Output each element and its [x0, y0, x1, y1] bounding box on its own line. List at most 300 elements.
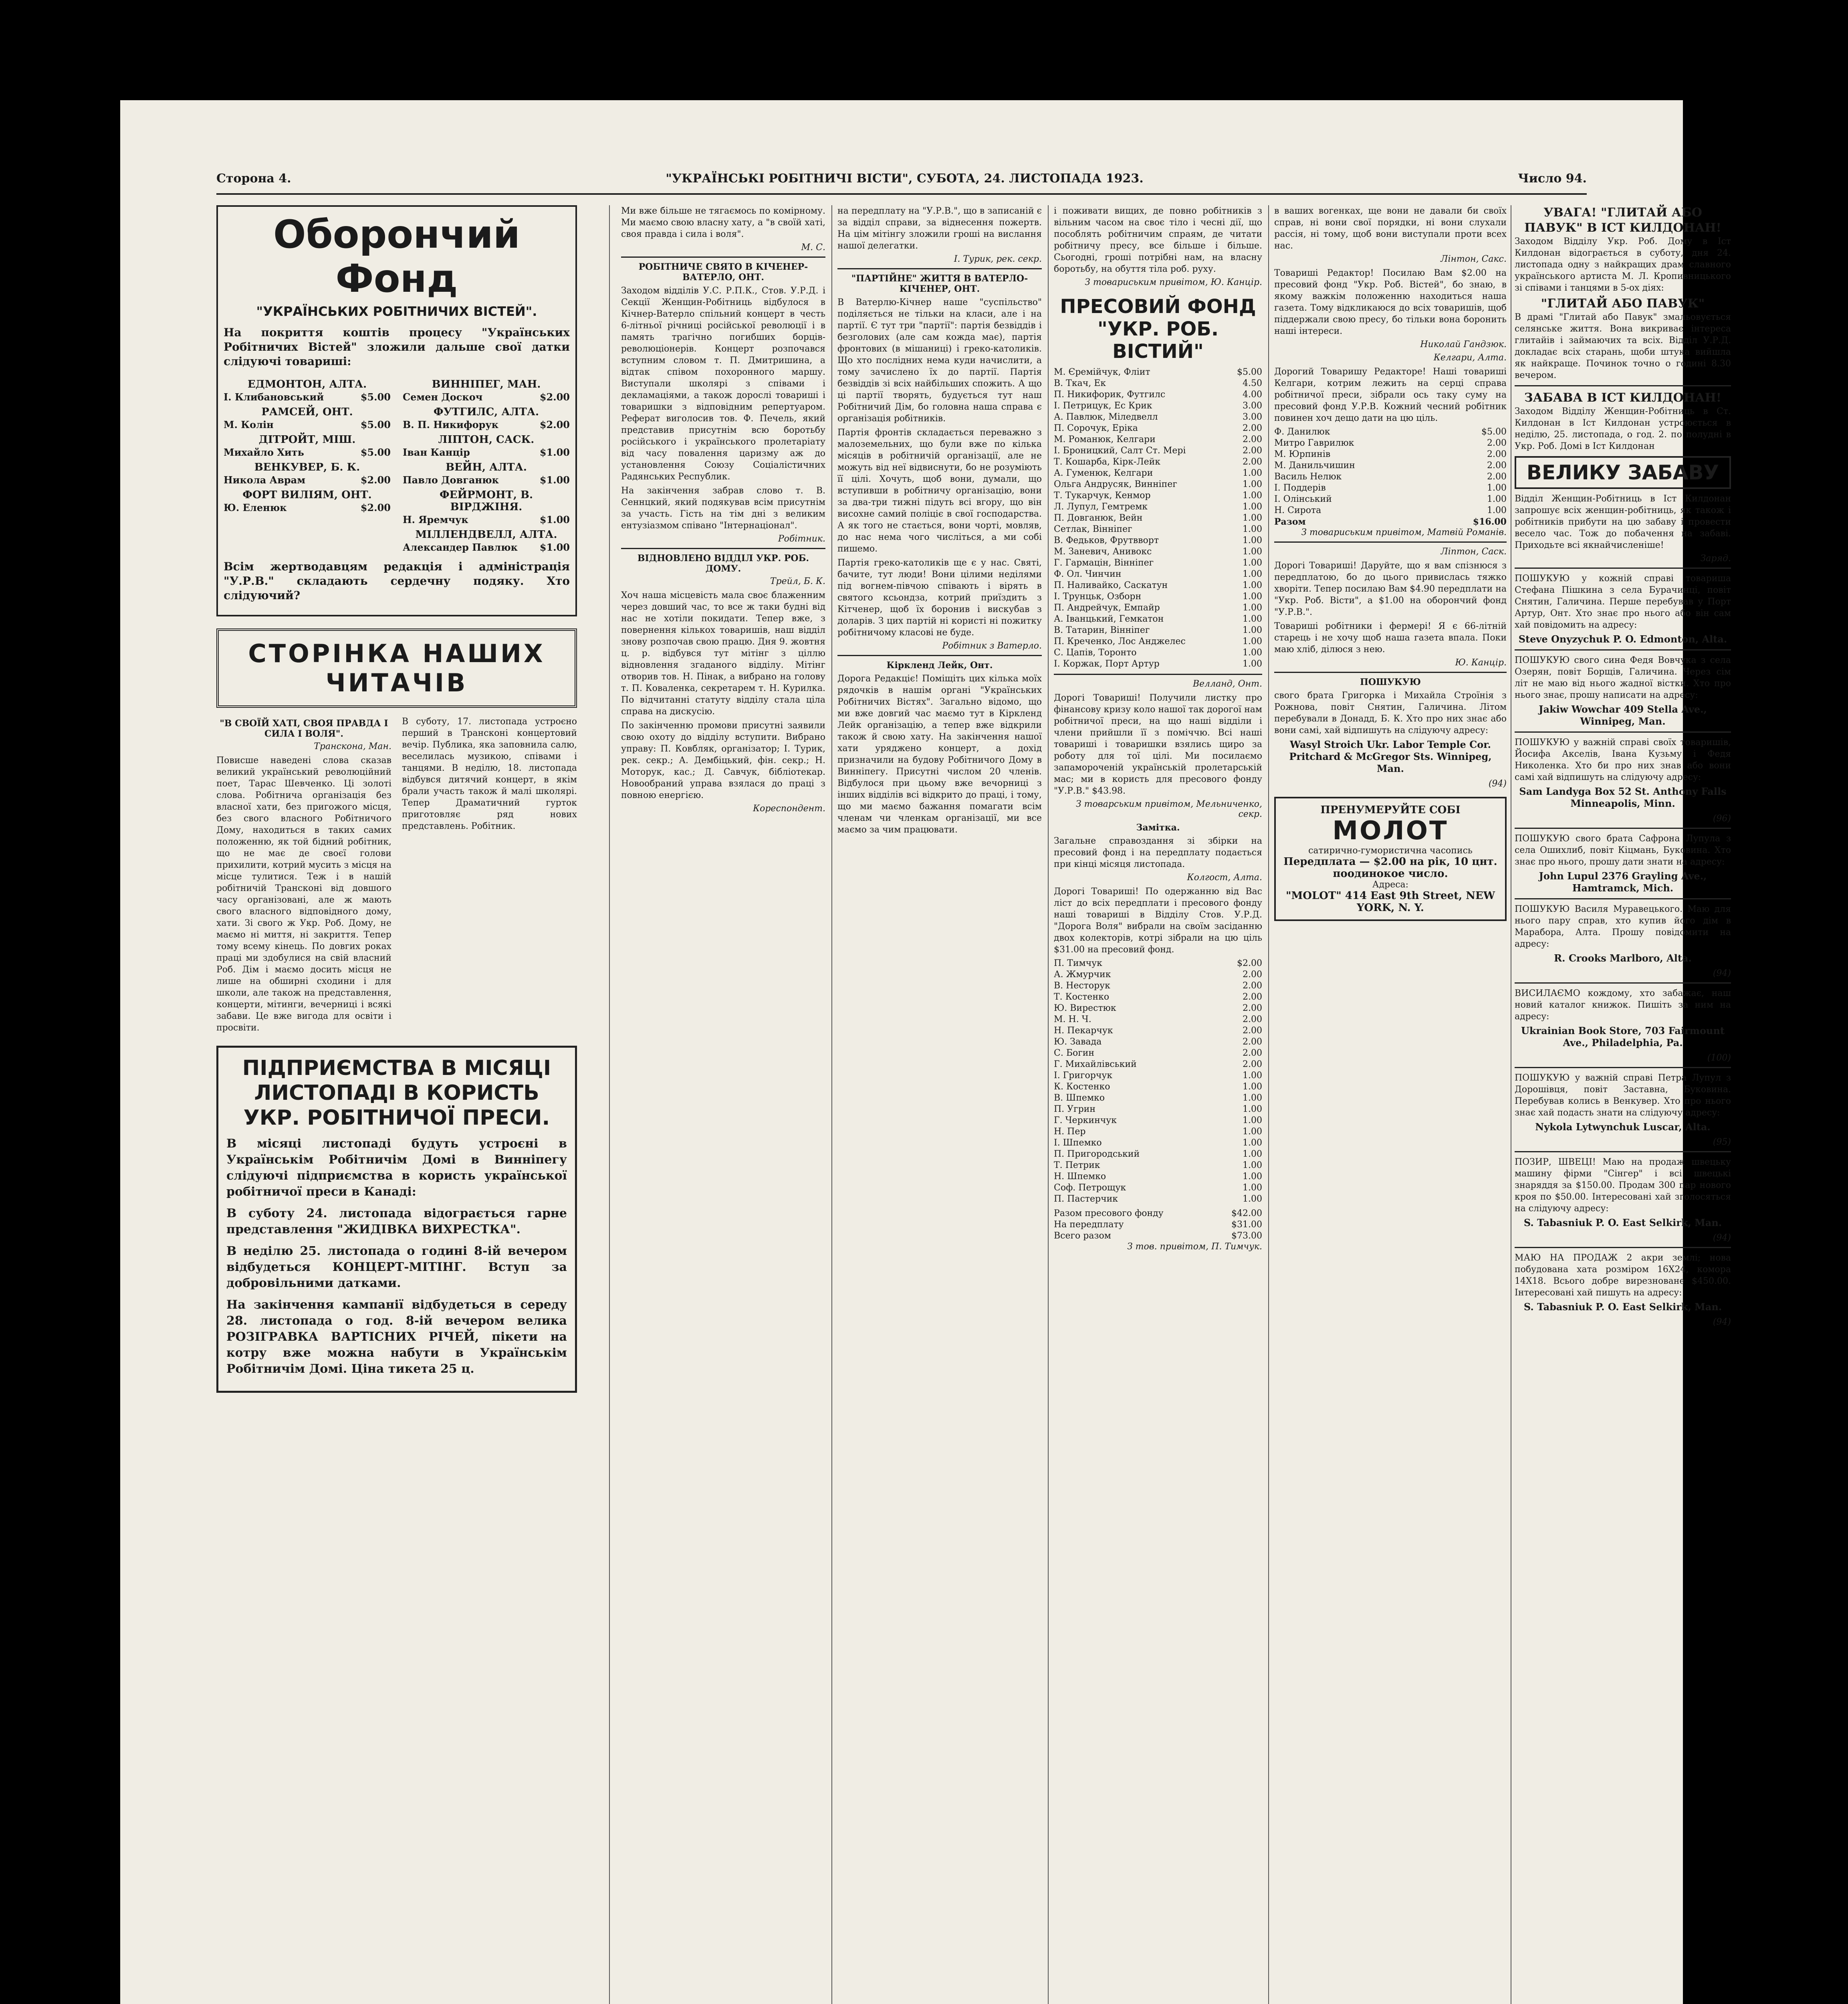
article-body: Повисше наведені слова сказав великий український революційний поет, Тарас Шевченко. Ці золоті слова. Робітнича організація без власної хати, без пригожого місця, без свого власного Робітничого Дому, находиться в таких самих положенню, як той бідний робітник, що не має де своєї голови прихилити, котрий мусить з місця на місце тулитися. Теж і в нашій робітничій Трансконі від довшого часу організовані, але ж мають свого власного відповідного дому, хати. Зі свого ж Укр. Роб. Дому, не маємо ні миття, ні закриття. Тепер тому всему кінець. По довгих роках праці ми здобулися на свій власний Роб. Дім і маємо досить місця не лише на обширні сходини і для школи, але також на представлення, концерти, мітинги, вечерниці і всякі забави. Це вже вигода для освіти і просвіти.	[216, 756, 391, 1033]
donor-row	[1054, 468, 1262, 479]
donor-name: І. Олінський	[1274, 494, 1332, 504]
donor-name: А. Гуменюк, Келгари	[1054, 468, 1153, 478]
donor-amount: 2.00	[1243, 1003, 1262, 1013]
classified-number: (94)	[1713, 1233, 1731, 1243]
article-text: Товариші робітники і фермері! Я є 66-літній старець і не хочу щоб наша газета впала. Поки маю хліб, ділюся з нею.	[1274, 621, 1507, 655]
city-heading: ВЕНКУВЕР, Б. К.	[254, 461, 360, 473]
donor-amount: 2.00	[1243, 1026, 1262, 1036]
donor-name: Ф. Данилюк	[1274, 427, 1330, 437]
donor-row	[1054, 445, 1262, 457]
lead-signature: З товариським привітом, Ю. Канцір.	[1085, 277, 1262, 287]
article-place: Лінтон, Сакс.	[1440, 254, 1507, 264]
donor-row	[1054, 1171, 1262, 1182]
donor-amount: 1.00	[1243, 535, 1262, 545]
article-body-continued: В суботу, 17. листопада устроєно перший в Трансконі концертовий вечір. Публика, яка заповнила салю, веселилась музикою, співами і танцями. В неділю, 18. листопада відбувся дитячий концерт, в якім брали участь також й малі школярі. Тепер Драматичний гурток приготовляє ряд нових представлень. Робітник.	[402, 717, 577, 831]
donor-amount: 1.00	[1243, 1149, 1262, 1159]
classified-text: МАЮ НА ПРОДАЖ 2 акри землі; нова побудована хата розміром 16X24, комора 14X18. Всього добре вирезноване $450.00. Інтересовані хай пишуть на адресу:	[1515, 1253, 1731, 1298]
dance-title: ВЕЛИКУ ЗАБАВУ	[1515, 456, 1731, 489]
donor-amount: 2.00	[1243, 1037, 1262, 1047]
donor-list-left	[224, 375, 391, 553]
donor-amount: $31.00	[1231, 1220, 1262, 1230]
classified-address: R. Crooks Marlboro, Alta.	[1554, 952, 1692, 964]
notice-text: Загальне справоздання зі збірки на пресовий фонд і на передплату подається при кінці місяця листопада.	[1054, 836, 1262, 869]
press-fund-list	[1054, 367, 1262, 670]
donor-name: Г. Гармацін, Вінніпег	[1054, 558, 1154, 568]
donor-name: Ф. Ол. Чинчин	[1054, 569, 1122, 579]
donor-amount: 1.00	[1243, 513, 1262, 523]
donor-row	[1054, 1093, 1262, 1104]
donor-name: П. Довганюк, Вейн	[1054, 513, 1143, 523]
column-divider	[1268, 205, 1269, 2004]
donor-row	[1054, 1048, 1262, 1059]
donor-name: Ольга Андрусяк, Винніпег	[1054, 479, 1177, 489]
lead-text: Ми вже більше не тягаємось по комірному. Ми маємо свою власну хату, а "в своїй хаті, своя правда і сила і воля".	[621, 206, 825, 239]
lead-text: на передплату на "У.Р.В.", що в записаній є за відділ справи, за віднесення пожертв. На цім мітінгу зложили гроші на вислання нашої делегатки.	[837, 206, 1042, 251]
donor-list-right	[403, 375, 570, 553]
donor-row	[1054, 1208, 1262, 1219]
donor-name: Всего разом	[1054, 1231, 1111, 1241]
readers-page-banner: СТОРІНКА НАШИХ ЧИТАЧІВ	[216, 628, 577, 708]
press-events-saturday: В суботу 24. листопада відограється гарне представлення "ЖИДІВКА ВИХРЕСТКА".	[226, 1206, 567, 1236]
classified-address: Ukrainian Book Store, 703 Fairmount Ave., Philadelphia, Pa.	[1521, 1025, 1725, 1048]
classified-address: Wasyl Stroich Ukr. Labor Temple Cor. Pritchard & McGregor Sts. Winnipeg, Man.	[1289, 739, 1492, 774]
donor-row	[1054, 389, 1262, 400]
column-4	[1054, 205, 1262, 1255]
article-text: Заходом відділів У.С. Р.П.К., Стов. У.Р.Д. і Секції Женщин-Робітниць відбулося в Кічнер-Ватерло спільний концерт в честь 6-літньої річниці російської революції і в память трагічно погибших борців-революціонерів. Концерт розпочався вступним словом т. П. Дмитришина, а відтак співом похоронного маршу. Виступали школярі з співами і декламаціями, а також дорослі товариші і товаришки з відповідним репертуаром. Реферат виголосив тов. Ф. Печель, який представив присутнім всю боротьбу російського і українського пролетаріату від часу повалення царизму аж до установлення Союзу Соціалістичних Радянських Республик.	[621, 286, 825, 482]
donor-name: В. Несторук	[1054, 981, 1110, 991]
classified-number: (95)	[1713, 1137, 1731, 1147]
article-text: Дорога Редакціє! Поміщіть цих кілька моїх рядочків в нашім органі "Українських Робітничих Вістях". Загально відомо, що ми вже довгий час маємо тут в Кіркленд Лейк організацію, а тепер вже відкрили також й свою хату. На закінчення нашої хати уряджено концерт, а дохід призначили на будову Робітничого Дому в Винніпегу. Присутні числом 20 членів. Відбулося при цьому вже вечорниці з інших відділів всі відкрито до праці, і тому, що ми маємо бажання помагати всім членам чи членкам організації, ми все маємо за чим працювати.	[837, 674, 1042, 835]
defense-fund-title: Оборончий Фонд	[273, 212, 521, 301]
classified-address: Sam Landyga Box 52 St. Anthony Falls Minneapolis, Minn.	[1519, 786, 1727, 809]
donor-amount: 2.00	[1243, 457, 1262, 467]
donor-amount: 1.00	[1243, 580, 1262, 590]
donor-row	[1274, 426, 1507, 438]
classified-address: Jakiw Wowchar 409 Stella Ave., Winnipeg, Man.	[1539, 703, 1707, 727]
article-signature: З товарським привітом, Мельниченко, секр.	[1075, 799, 1262, 819]
donor-row: Іван Канцір $1.00	[403, 446, 570, 458]
donor-row	[1054, 602, 1262, 614]
city-heading: МІЛЛЕНДВЕЛЛ, АЛТА.	[415, 529, 557, 541]
article-title: "В СВОЇЙ ХАТІ, СВОЯ ПРАВДА І СИЛА І ВОЛЯ".	[220, 718, 388, 739]
lead-text: і поживати вищих, де повно робітників з вільним часом на своє тіло і чесні дії, що пособлять робітничим спраям, де читати робітничу пресу, все більше і більше. Сьогодні, гроші потрібні нам, на власну боротьбу, на обуття тіла роб. руху.	[1054, 206, 1262, 274]
article-place: Транскона, Ман.	[314, 741, 391, 752]
article-signature: Кореспондент.	[753, 804, 825, 814]
donor-row	[1054, 636, 1262, 647]
donor-name: На передплату	[1054, 1220, 1124, 1230]
donor-amount: $5.00	[1481, 427, 1507, 437]
donor-name: П. Пастерчик	[1054, 1194, 1118, 1204]
press-events-intro: В місяці листопаді будуть устроєні в Українськім Робітничім Домі в Винніпегу слідуючі підприємства в користь української робітничої преси в Канаді:	[226, 1137, 567, 1199]
donor-amount: 2.00	[1243, 981, 1262, 991]
classified-number: (94)	[1713, 1317, 1731, 1327]
press-events-title: ПІДПРИЄМСТВА В МІСЯЦІ ЛИСТОПАДІ В КОРИСТЬ УКР. РОБІТНИЧОЇ ПРЕСИ.	[242, 1056, 551, 1130]
donor-row	[1054, 378, 1262, 389]
donor-name: Василь Нелюк	[1274, 472, 1342, 482]
donor-row	[1054, 1059, 1262, 1070]
donor-amount: 2.00	[1243, 1014, 1262, 1024]
donor-row	[1054, 501, 1262, 513]
donor-row	[1054, 969, 1262, 980]
article-heading: Кіркленд Лейк, Онт.	[886, 660, 993, 671]
issue-number: Число 94.	[1518, 171, 1587, 186]
donor-name: Соф. Петрощук	[1054, 1183, 1126, 1193]
column-6	[1515, 205, 1731, 1330]
article-place: Велланд, Онт.	[1192, 679, 1262, 689]
donor-row	[1054, 1003, 1262, 1014]
donor-row	[1054, 625, 1262, 636]
donor-name: І. Поддерів	[1274, 483, 1326, 493]
article-signature: Николай Гандзюк.	[1420, 339, 1507, 349]
column-divider	[831, 205, 832, 2004]
classified-number: (100)	[1707, 1053, 1731, 1063]
announcement-text: Заходом Відділу Укр. Роб. Дому в Іст Килдонан відограється в суботу, дня 24. листопада одну з найкращих драм славного українського артиста М. Л. Кропивницького зі співами і танцями в 5-ох діях:	[1515, 236, 1731, 293]
article-signature: З тов. привітом, П. Тимчук.	[1127, 1242, 1262, 1252]
donor-amount: 1.00	[1243, 648, 1262, 658]
column-2	[621, 205, 825, 817]
donor-name: П. Угрин	[1054, 1104, 1096, 1114]
donor-amount: 1.00	[1243, 1172, 1262, 1182]
newspaper-page	[120, 100, 1731, 2004]
donor-name: Г. Черкинчук	[1054, 1115, 1117, 1125]
donor-name: Сетлак, Вінніпег	[1054, 524, 1132, 534]
article-text: Партія греко-католиків ще є у нас. Святі, бачите, тут люди! Вони цілими неділями під вогнем-півчою співають і вірять в святого ксьондза, котрий приїздить з Кітченер, щоб їх боронив і вискубав з доларів. З цих партій ні користі ні пожитку робітничому класові не буде.	[837, 558, 1042, 638]
donor-amount: 2.00	[1487, 438, 1507, 448]
article-place: Келгари, Алта.	[1433, 353, 1507, 363]
classified-address: S. Tabasniuk P. O. East Selkirk, Man.	[1523, 1217, 1722, 1228]
donor-amount: 2.00	[1243, 1059, 1262, 1069]
article-signature: Робітник.	[778, 534, 825, 544]
donor-row	[1054, 513, 1262, 524]
defense-fund-intro: На покриття коштів процесу "Українських Робітничих Вістей" зложили дальше свої датки слідуючі товариші:	[224, 326, 570, 368]
donor-row: Александер Павлюк $1.00	[403, 541, 570, 553]
classified-number: (96)	[1713, 814, 1731, 824]
city-heading: ВЕЙН, АЛТА.	[446, 461, 527, 473]
donor-name: І. Шпемко	[1054, 1138, 1102, 1148]
donor-row: І. Клибановський $5.00	[224, 391, 391, 403]
donor-row	[1054, 434, 1262, 445]
donor-name: Л. Лупул, Гемтремк	[1054, 502, 1148, 512]
donor-row	[1054, 992, 1262, 1003]
donor-amount: 2.00	[1487, 461, 1507, 471]
masthead-title: "УКРАЇНСЬКІ РОБІТНИЧІ ВІСТИ", СУБОТА, 24. ЛИСТОПАДА 1923.	[666, 171, 1144, 186]
column-divider	[609, 205, 610, 2004]
molot-name: МОЛОТ	[1332, 816, 1449, 846]
donor-name: С. Богин	[1054, 1048, 1095, 1058]
donor-name: Т. Костенко	[1054, 992, 1110, 1002]
donor-name: А. Павлюк, Міледвелл	[1054, 412, 1158, 422]
donor-name: П. Тимчук	[1054, 958, 1102, 968]
donor-row	[1054, 524, 1262, 535]
donor-row	[1054, 1070, 1262, 1081]
press-events-box	[216, 1046, 577, 1393]
classified-text: ВИСИЛАЄМО кождому, хто забажає, наш новий каталог книжок. Пишіть за ним на адресу:	[1515, 988, 1731, 1022]
donor-name: П. Андрейчук, Емпайр	[1054, 603, 1160, 613]
classified-text: ПОШУКУЮ у важній справі своїх товаришів, Йосифа Акселів, Івана Кузьму і Федя Николенка. Хто би про них знав або вони самі хай відпишуть на слідуючу адресу:	[1515, 737, 1731, 782]
donor-amount: 1.00	[1243, 614, 1262, 624]
city-heading: ЕДМОНТОН, АЛТА.	[247, 378, 367, 390]
donor-name: І. Петрицук, Ес Крик	[1054, 401, 1152, 411]
donor-row: Павло Довганюк $1.00	[403, 474, 570, 486]
donor-amount: 2.00	[1487, 472, 1507, 482]
article-text: Дорогі Товариші! Даруйте, що я вам спізнюся з передплатою, бо до цього привислась тяжко хворіти. Тепер посилаю Вам $4.90 передплати на "Укр. Роб. Вісти", а $1.00 на оборончий фонд "У.Р.В.".	[1274, 561, 1507, 617]
announcement-signature: Заряд.	[1700, 554, 1731, 564]
city-heading: ФУТГИЛС, АЛТА.	[433, 406, 539, 418]
donor-amount: 1.00	[1243, 1115, 1262, 1125]
donor-name: К. Костенко	[1054, 1082, 1110, 1092]
donor-name: П. Сорочук, Еріка	[1054, 423, 1138, 433]
donor-row	[1054, 535, 1262, 546]
donor-name: В. Шпемко	[1054, 1093, 1105, 1103]
city-heading: ЛІПТОН, САСК.	[438, 434, 535, 446]
donor-row	[1274, 494, 1507, 505]
donor-name: П. Креченко, Лос Анджелес	[1054, 636, 1186, 646]
donor-amount: 2.00	[1243, 423, 1262, 433]
city-heading: ВИННІПЕГ, МАН.	[432, 378, 541, 390]
donor-row	[1054, 591, 1262, 602]
donor-amount: 2.00	[1243, 1048, 1262, 1058]
donor-amount: 1.00	[1243, 659, 1262, 669]
kolgost-donor-list	[1054, 958, 1262, 1205]
donor-amount: $5.00	[1237, 367, 1262, 377]
donor-name: А. Іванцький, Гемкатон	[1054, 614, 1164, 624]
classified-text: ПОШУКУЮ Василя Муравецького. Маю для нього пару справ, хто купив його дім в Марабора, Алта. Прошу повідомити на адресу:	[1515, 904, 1731, 949]
donor-amount: 1.00	[1243, 524, 1262, 534]
city-heading: РАМСЕЙ, ОНТ.	[261, 406, 353, 418]
article-signature: З товариським привітом, Матвій Романів.	[1301, 527, 1507, 537]
donor-amount: 1.00	[1243, 558, 1262, 568]
article-text: На закінчення забрав слово т. В. Сеннцкий, який подякував всім присутнім за участь. Гість на тім дні з великим ентузіазмом співано "Інтернаціонал".	[621, 486, 825, 531]
column-1	[216, 205, 577, 1393]
donor-amount: 1.00	[1243, 603, 1262, 613]
donor-amount: 1.00	[1243, 468, 1262, 478]
donor-amount: 1.00	[1243, 569, 1262, 579]
donor-amount: 1.00	[1243, 625, 1262, 635]
donor-row	[1054, 980, 1262, 992]
play-title: "ГЛИТАЙ АБО ПАВУК"	[1541, 297, 1705, 311]
donor-row	[1054, 1182, 1262, 1194]
header-rule	[216, 193, 1587, 195]
classified-address: John Lupul 2376 Grayling Ave., Hamtramck, Mich.	[1539, 870, 1707, 894]
donor-row	[1054, 1081, 1262, 1093]
donor-name: Разом пресового фонду	[1054, 1208, 1164, 1218]
donor-row	[1054, 659, 1262, 670]
donor-row	[1054, 1160, 1262, 1171]
molot-desc: сатирично-гумористична часопись	[1308, 846, 1473, 856]
donor-row	[1274, 483, 1507, 494]
donor-row	[1054, 1194, 1262, 1205]
calgary-donor-list	[1274, 426, 1507, 516]
donor-amount: 1.00	[1243, 1127, 1262, 1137]
announcement-text: Заходом Відділу Женщин-Робітниць в Ст. Килдонан в Іст Килдонан устроюється в неділю, 25. листопада, о год. 2. по полудні в Укр. Роб. Домі в Іст Килдонан	[1515, 406, 1731, 451]
molot-lead: ПРЕНУМЕРУЙТЕ СОБІ	[1320, 804, 1461, 816]
readers-article	[216, 716, 577, 1036]
donor-amount: 1.00	[1243, 592, 1262, 602]
donor-amount: 1.00	[1243, 1160, 1262, 1170]
donor-name: І. Трунцьк, Озборн	[1054, 592, 1142, 602]
donor-name: Н. Сирота	[1274, 505, 1321, 515]
donor-row	[1054, 1115, 1262, 1126]
donor-amount: 1.00	[1243, 1194, 1262, 1204]
donor-row	[1054, 569, 1262, 580]
classified-address: Steve Onyzychuk P. O. Edmonton, Alta.	[1518, 633, 1727, 645]
donor-row	[1054, 490, 1262, 501]
donor-name: М. Романюк, Келгари	[1054, 434, 1156, 444]
donor-name: С. Цапів, Торонто	[1054, 648, 1137, 658]
molot-ad	[1274, 797, 1507, 921]
donor-row	[1054, 647, 1262, 659]
donor-row	[1054, 1137, 1262, 1149]
lead-signature: І. Турик, рек. секр.	[954, 254, 1042, 264]
article-text: Партія фронтів складається переважно з малоземельних, що були вже по кілька місяців в робітничій організації, але не можуть від неї відвиснути, бо не розуміють її цілі. Хочуть, щоб вони, думали, що вступивши в робітничу організацію, вони за два-три тижні підуть всі вгору, що він висохне самий поліціє в свої господарства. А як того не стається, вони чорті, мовляв, до нас нема чого числіться, а ми собі пишемо.	[837, 428, 1042, 554]
article-text: Дорогий Товаришу Редакторе! Наші товариші Келгари, котрим лежить на серці справа робітничої преси, зібрали ось таку суму на пресовий фонд У.Р.В. Кожний чесний робітник повинен хоч дещо дати на цю ціль.	[1274, 367, 1507, 423]
donor-row: М. Колін $5.00	[224, 419, 391, 430]
donor-row	[1274, 471, 1507, 483]
article-text: Хоч наша місцевість мала своє блаженним через довший час, то все ж таки будні від нас не хотіли покидати. Тепер вже, з повернення кількох товаришів, наш відділ знову розпочав свою працю. Дня 9. жовтня ц. р. відбувся тут мітінг з ціллю відновлення згаданого відділу. Мітінг отворив тов. Н. Пінак, а вибрано на голову т. П. Коваленка, секретарем т. Н. Курилка. По відчитанні статуту відділу стала ціла справа на дискусію.	[621, 590, 825, 717]
article-signature: Робітник з Ватерло.	[942, 641, 1042, 651]
classified-text: ПОШУКУЮ у важній справі Петра Лупул з Дорошівця, повіт Заставна, Буковина. Перебував колись в Венкувер. Хто про нього знає хай подасть знати на слідуючу адресу:	[1515, 1073, 1731, 1118]
donor-row	[1054, 1230, 1262, 1242]
page-number: Сторона 4.	[216, 171, 291, 186]
donor-name: П. Пригородський	[1054, 1149, 1140, 1159]
donor-amount: $2.00	[1237, 958, 1262, 968]
article-heading: РОБІТНИЧЕ СВЯТО В КІЧЕНЕР-ВАТЕРЛО, ОНТ.	[638, 262, 808, 283]
donor-name: Т. Тукарчук, Кенмор	[1054, 491, 1151, 501]
donor-row	[1054, 423, 1262, 434]
classified-text: ПОШУКУЮ свого сина Федя Вовчука з села Озерян, повіт Борщів, Галичина. Через сім літ не маю від нього жадної вістки. Хто про нього знає, прошу написати на адресу:	[1515, 655, 1731, 700]
press-events-wednesday: На закінчення кампанії відбудеться в середу 28. листопада о год. 8-ій вечером велика РОЗІГРАВКА ВАРТІСНИХ РІЧЕЙ, пікети на котру вже можна набути в Українськім Робітничім Домі. Ціна тикета 25 ц.	[226, 1298, 567, 1376]
donor-row	[1054, 1104, 1262, 1115]
donor-name: І. Григорчук	[1054, 1071, 1113, 1081]
donor-name: Н. Шпемко	[1054, 1172, 1106, 1182]
donor-amount: 1.00	[1243, 1082, 1262, 1092]
classified-address: S. Tabasniuk P. O. East Selkirk, Man.	[1523, 1301, 1722, 1313]
donor-amount: 2.00	[1243, 446, 1262, 456]
donor-row	[1054, 400, 1262, 412]
donor-amount: 2.00	[1243, 970, 1262, 980]
donor-amount: 2.00	[1243, 434, 1262, 444]
donor-row	[1054, 457, 1262, 468]
article-signature: Ю. Канцір.	[1455, 658, 1507, 668]
donor-amount: 1.00	[1243, 1138, 1262, 1148]
defense-fund-thanks: Всім жертводавцям редакція і адміністрація "У.Р.В." складають сердечну подяку. Хто слідуючий?	[224, 560, 570, 602]
donor-row	[1274, 505, 1507, 516]
lead-signature: М. С.	[801, 242, 825, 253]
donor-amount: 1.00	[1487, 494, 1507, 504]
donor-amount: 1.00	[1243, 1183, 1262, 1193]
press-events-sunday: В неділю 25. листопада о годині 8-ій вечером відбудеться КОНЦЕРТ-МІТІНГ. Вступ за добровільними датками.	[226, 1244, 567, 1290]
donor-row	[1054, 479, 1262, 490]
molot-price: Передплата — $2.00 на рік, 10 цнт. поодинокое число.	[1283, 856, 1497, 880]
classified-text: ПОШУКУЮ у кожній справі товариша Стефана Пішкина з села Бурачинці, повіт Снятин, Галичина. Перше перебував у Порт Артур, Онт. Хто знає про нього або він сам хай повідомить на адресу:	[1515, 574, 1731, 630]
donor-name: П. Никифорик, Футгилс	[1054, 390, 1166, 400]
donor-name: М. Заневич, Анивокс	[1054, 547, 1152, 557]
defense-fund-box	[216, 205, 577, 616]
article-text: Дорогі Товариші! Получили листку про фінансову кризу коло нашої так дорогої нам робітничої преси, на що наші відділи і члени прийшли її з поміччю. Всі наші товариші і товаришки взялись щиро за роботу для тої цілі. Ми посилаємо запамороченій українській пролетарській мас; ми в користь для пресового фонду "У.Р.В." $43.98.	[1054, 693, 1262, 796]
donor-amount: 1.00	[1243, 1104, 1262, 1114]
press-fund-title: ПРЕСОВИЙ ФОНД "УКР. РОБ. ВІСТИЙ"	[1060, 295, 1256, 363]
classified-text: свого брата Григорка і Михайла Строїнія з Рожнова, повіт Снятин, Галичина. Літом перебували в Донадд, Б. К. Хто про них знає або вони самі, хай відпишуть на слідуючу адресу:	[1274, 691, 1507, 735]
donor-name: Т. Петрик	[1054, 1160, 1100, 1170]
donor-row	[1054, 558, 1262, 569]
donor-name: А. Жмурчик	[1054, 970, 1111, 980]
totals-list	[1054, 1208, 1262, 1242]
defense-fund-subtitle: "УКРАЇНСЬКИХ РОБІТНИЧИХ ВІСТЕЙ".	[256, 304, 537, 319]
donor-row	[1054, 1036, 1262, 1048]
donor-amount: 1.00	[1243, 636, 1262, 646]
donor-row: Н. Яремчук $1.00	[403, 514, 570, 525]
donor-row: В. П. Никифорук $2.00	[403, 419, 570, 430]
article-heading: "ПАРТІЙНЕ" ЖИТТЯ В ВАТЕРЛО-КІЧЕНЕР, ОНТ.	[851, 273, 1028, 294]
donor-row	[1054, 614, 1262, 625]
city-heading: ФОРТ ВИЛІЯМ, ОНТ.	[242, 489, 372, 501]
donor-row: Ю. Еленюк $2.00	[224, 502, 391, 513]
article-text: Товариші Редактор! Посилаю Вам $2.00 на пресовий фонд "Укр. Роб. Вістей", бо знаю, в якому важкім положенню находиться наша газета. Тому відкликаюся до всіх товаришів, щоб піддержали свою пресу, бо тільки вона боронить наші інтереси.	[1274, 268, 1507, 336]
article-place: Ліптон, Саск.	[1440, 547, 1507, 557]
donor-amount: 1.00	[1243, 1071, 1262, 1081]
donor-name: І. Коржак, Порт Артур	[1054, 659, 1160, 669]
donor-name: М. Єремійчук, Фліит	[1054, 367, 1150, 377]
running-header	[216, 169, 1587, 188]
donor-name: Г. Михайлівський	[1054, 1059, 1137, 1069]
donor-amount: 4.00	[1243, 390, 1262, 400]
donor-name: Ю. Завада	[1054, 1037, 1102, 1047]
article-place: Колгост, Алта.	[1187, 873, 1262, 883]
donor-name: М. Данильчишин	[1274, 461, 1355, 471]
donor-name: В. Федьков, Фрутвворт	[1054, 535, 1159, 545]
donor-row	[1274, 460, 1507, 471]
announcement-text: В драмі "Глитай або Павук" змальовується селянське життя. Вона викриває інтереса глитайів і займаючих та всіх. Відділ У.Р.Д. докладає всіх старань, щоби штука вийшла як найкраще. Починок точно о годині 8.30 вечером.	[1515, 312, 1731, 380]
donor-amount: 1.00	[1487, 505, 1507, 515]
donor-row	[1054, 367, 1262, 378]
article-text: Дорогі Товариші! По одержанню від Вас ліст до всіх передплати і пресового фонду наші товариші в Відділу Стов. У.Р.Д. "Дорога Воля" вибрали на своїм засіданню двох колекторів, котрі зібрали на цю ціль $31.00 на пресовий фонд.	[1054, 887, 1262, 955]
donor-row	[1054, 580, 1262, 591]
donor-name: Ю. Вирестюк	[1054, 1003, 1116, 1013]
donor-row	[1274, 449, 1507, 460]
donor-row	[1054, 1014, 1262, 1025]
molot-address-label: Адреса:	[1372, 880, 1409, 890]
lead-text: в ваших вогенках, ще вони не давали би своїх справ, ні вони свої порядки, ні вони слухали рассія, ні тому, щоб вони виступали проти всех нас.	[1274, 206, 1507, 251]
donor-name: Н. Пекарчук	[1054, 1026, 1113, 1036]
column-3	[837, 205, 1042, 838]
donor-grid	[224, 375, 570, 553]
donor-amount: $73.00	[1231, 1231, 1262, 1241]
article-place: Трейл, Б. К.	[770, 576, 825, 586]
donor-amount: 1.00	[1243, 479, 1262, 489]
classified-heading: ПОШУКУЮ	[1360, 677, 1421, 687]
donor-amount: 1.00	[1243, 1093, 1262, 1103]
donor-row: Семен Доскоч $2.00	[403, 391, 570, 403]
donor-row	[1054, 1149, 1262, 1160]
article-heading: ВІДНОВЛЕНО ВІДДІЛ УКР. РОБ. ДОМУ.	[637, 553, 809, 574]
city-heading: ДІТРОЙТ, МІШ.	[258, 434, 356, 446]
city-heading: ФЕЙРМОНТ, В. ВІРДЖІНЯ.	[439, 489, 533, 513]
molot-address: "MOLOT" 414 East 9th Street, NEW YORK, N. Y.	[1285, 890, 1495, 914]
donor-amount: 3.00	[1243, 412, 1262, 422]
donor-row: Михайло Хить $5.00	[224, 446, 391, 458]
donor-name: М. Н. Ч.	[1054, 1014, 1091, 1024]
announcement-text: Відділ Женщин-Робітниць в Іст Килдонан запрошує всіх женщин-робітниць, як також і робітників прибути на цю забаву і провести весело час. Тож до побачення на забаві. Приходьте всі якнайчисленіше!	[1515, 494, 1731, 550]
donor-row	[1054, 1126, 1262, 1137]
classified-text: ПОШУКУЮ свого брата Сафрона Лупула з села Ошихлиб, повіт Кіцмань, Буковина. Хто знає про нього, прошу дати знати на адресу:	[1515, 834, 1731, 867]
donor-name: П. Наливайко, Саскатун	[1054, 580, 1168, 590]
donor-row	[1274, 438, 1507, 449]
notice-heading: Замітка.	[1136, 822, 1180, 833]
donor-amount: 2.00	[1243, 992, 1262, 1002]
donor-amount: 1.00	[1243, 547, 1262, 557]
donor-amount: $42.00	[1231, 1208, 1262, 1218]
donor-name: Н. Пер	[1054, 1127, 1086, 1137]
